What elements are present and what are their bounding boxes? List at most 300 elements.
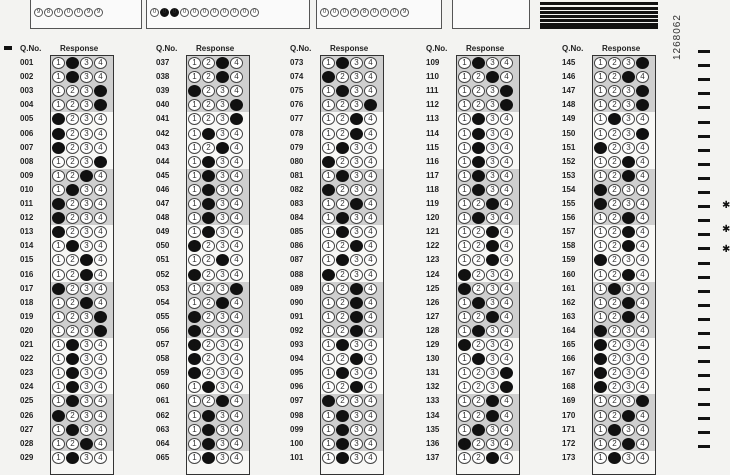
answer-bubble-1[interactable]: 1 (458, 269, 471, 281)
top-bubble[interactable]: 0 (230, 8, 239, 17)
answer-bubble-4[interactable]: 4 (364, 452, 377, 464)
answer-bubble-2[interactable]: 2 (202, 381, 215, 393)
top-bubble[interactable]: 0 (390, 8, 399, 17)
answer-bubble-4[interactable]: 4 (230, 226, 243, 238)
answer-bubble-1[interactable]: 1 (188, 424, 201, 436)
answer-bubble-2[interactable]: 2 (66, 283, 79, 295)
answer-bubble-2[interactable]: 2 (336, 71, 349, 83)
answer-bubble-2[interactable]: 2 (472, 57, 485, 69)
top-bubble[interactable]: 9 (34, 8, 43, 17)
answer-bubble-3[interactable]: 3 (216, 339, 229, 351)
answer-bubble-1[interactable]: 1 (458, 113, 471, 125)
top-bubble[interactable]: 9 (94, 8, 103, 17)
answer-bubble-2[interactable]: 2 (608, 184, 621, 196)
answer-bubble-3[interactable]: 3 (486, 269, 499, 281)
answer-bubble-2[interactable]: 2 (66, 198, 79, 210)
answer-bubble-4[interactable]: 4 (230, 198, 243, 210)
answer-bubble-2[interactable]: 2 (202, 339, 215, 351)
answer-bubble-3[interactable]: 3 (350, 71, 363, 83)
answer-bubble-4[interactable]: 4 (500, 339, 513, 351)
answer-bubble-1[interactable]: 1 (458, 128, 471, 140)
answer-bubble-2[interactable]: 2 (336, 113, 349, 125)
answer-bubble-3[interactable]: 3 (216, 85, 229, 97)
answer-bubble-4[interactable]: 4 (636, 297, 649, 309)
answer-bubble-4[interactable]: 4 (364, 212, 377, 224)
answer-bubble-2[interactable]: 2 (608, 71, 621, 83)
answer-bubble-2[interactable]: 2 (608, 142, 621, 154)
answer-bubble-1[interactable]: 1 (458, 142, 471, 154)
answer-bubble-4[interactable]: 4 (636, 269, 649, 281)
answer-bubble-4[interactable]: 4 (230, 184, 243, 196)
answer-bubble-2[interactable]: 2 (66, 254, 79, 266)
answer-bubble-2[interactable]: 2 (66, 142, 79, 154)
answer-bubble-3[interactable]: 3 (486, 381, 499, 393)
answer-bubble-2[interactable]: 2 (472, 410, 485, 422)
answer-bubble-2[interactable]: 2 (336, 198, 349, 210)
top-bubble[interactable]: 0 (74, 8, 83, 17)
answer-bubble-4[interactable]: 4 (230, 410, 243, 422)
answer-bubble-3[interactable]: 3 (216, 57, 229, 69)
top-bubble[interactable]: 9 (400, 8, 409, 17)
answer-bubble-3[interactable]: 3 (216, 113, 229, 125)
answer-bubble-1[interactable]: 1 (52, 142, 65, 154)
answer-bubble-4[interactable]: 4 (94, 85, 107, 97)
answer-bubble-1[interactable]: 1 (458, 438, 471, 450)
answer-bubble-3[interactable]: 3 (622, 57, 635, 69)
answer-bubble-4[interactable]: 4 (500, 311, 513, 323)
answer-bubble-3[interactable]: 3 (622, 71, 635, 83)
answer-bubble-1[interactable]: 1 (322, 367, 335, 379)
answer-bubble-3[interactable]: 3 (350, 297, 363, 309)
answer-bubble-3[interactable]: 3 (350, 438, 363, 450)
answer-bubble-3[interactable]: 3 (80, 57, 93, 69)
answer-bubble-3[interactable]: 3 (350, 142, 363, 154)
answer-bubble-1[interactable]: 1 (188, 156, 201, 168)
answer-bubble-2[interactable]: 2 (66, 240, 79, 252)
answer-bubble-2[interactable]: 2 (66, 226, 79, 238)
answer-bubble-3[interactable]: 3 (622, 339, 635, 351)
answer-bubble-3[interactable]: 3 (622, 254, 635, 266)
answer-bubble-2[interactable]: 2 (336, 240, 349, 252)
answer-bubble-2[interactable]: 2 (336, 381, 349, 393)
answer-bubble-2[interactable]: 2 (66, 212, 79, 224)
answer-bubble-4[interactable]: 4 (230, 353, 243, 365)
answer-bubble-3[interactable]: 3 (216, 311, 229, 323)
answer-bubble-4[interactable]: 4 (636, 128, 649, 140)
answer-bubble-2[interactable]: 2 (66, 410, 79, 422)
answer-bubble-4[interactable]: 4 (94, 212, 107, 224)
answer-bubble-2[interactable]: 2 (66, 99, 79, 111)
answer-bubble-1[interactable]: 1 (322, 452, 335, 464)
answer-bubble-1[interactable]: 1 (458, 424, 471, 436)
answer-bubble-4[interactable]: 4 (500, 170, 513, 182)
answer-bubble-2[interactable]: 2 (336, 424, 349, 436)
answer-bubble-1[interactable]: 1 (594, 170, 607, 182)
answer-bubble-1[interactable]: 1 (52, 71, 65, 83)
answer-bubble-4[interactable]: 4 (364, 269, 377, 281)
answer-bubble-3[interactable]: 3 (80, 254, 93, 266)
answer-bubble-1[interactable]: 1 (322, 339, 335, 351)
answer-bubble-3[interactable]: 3 (80, 128, 93, 140)
answer-bubble-1[interactable]: 1 (322, 184, 335, 196)
answer-bubble-1[interactable]: 1 (322, 297, 335, 309)
answer-bubble-4[interactable]: 4 (500, 410, 513, 422)
answer-bubble-4[interactable]: 4 (364, 381, 377, 393)
answer-bubble-1[interactable]: 1 (322, 99, 335, 111)
answer-bubble-3[interactable]: 3 (350, 57, 363, 69)
answer-bubble-4[interactable]: 4 (636, 240, 649, 252)
top-bubble[interactable]: 0 (160, 8, 169, 17)
answer-bubble-1[interactable]: 1 (188, 438, 201, 450)
answer-bubble-1[interactable]: 1 (458, 240, 471, 252)
answer-bubble-3[interactable]: 3 (80, 226, 93, 238)
answer-bubble-3[interactable]: 3 (216, 71, 229, 83)
answer-bubble-3[interactable]: 3 (486, 339, 499, 351)
answer-bubble-2[interactable]: 2 (66, 71, 79, 83)
answer-bubble-2[interactable]: 2 (202, 424, 215, 436)
answer-bubble-2[interactable]: 2 (608, 254, 621, 266)
answer-bubble-4[interactable]: 4 (636, 381, 649, 393)
answer-bubble-1[interactable]: 1 (188, 85, 201, 97)
answer-bubble-4[interactable]: 4 (500, 438, 513, 450)
answer-bubble-2[interactable]: 2 (66, 325, 79, 337)
answer-bubble-2[interactable]: 2 (336, 142, 349, 154)
answer-bubble-1[interactable]: 1 (188, 99, 201, 111)
answer-bubble-1[interactable]: 1 (594, 353, 607, 365)
answer-bubble-3[interactable]: 3 (80, 367, 93, 379)
answer-bubble-2[interactable]: 2 (202, 269, 215, 281)
answer-bubble-3[interactable]: 3 (216, 353, 229, 365)
answer-bubble-1[interactable]: 1 (594, 269, 607, 281)
answer-bubble-4[interactable]: 4 (636, 212, 649, 224)
answer-bubble-4[interactable]: 4 (364, 226, 377, 238)
answer-bubble-3[interactable]: 3 (622, 367, 635, 379)
answer-bubble-1[interactable]: 1 (594, 410, 607, 422)
answer-bubble-2[interactable]: 2 (472, 353, 485, 365)
answer-bubble-2[interactable]: 2 (202, 212, 215, 224)
answer-bubble-2[interactable]: 2 (472, 269, 485, 281)
answer-bubble-4[interactable]: 4 (364, 283, 377, 295)
answer-bubble-2[interactable]: 2 (336, 184, 349, 196)
answer-bubble-3[interactable]: 3 (486, 128, 499, 140)
answer-bubble-3[interactable]: 3 (80, 99, 93, 111)
answer-bubble-1[interactable]: 1 (458, 297, 471, 309)
answer-bubble-4[interactable]: 4 (94, 367, 107, 379)
answer-bubble-2[interactable]: 2 (66, 339, 79, 351)
answer-bubble-1[interactable]: 1 (188, 71, 201, 83)
answer-bubble-3[interactable]: 3 (486, 395, 499, 407)
answer-bubble-3[interactable]: 3 (216, 452, 229, 464)
answer-bubble-1[interactable]: 1 (322, 57, 335, 69)
answer-bubble-4[interactable]: 4 (636, 283, 649, 295)
answer-bubble-4[interactable]: 4 (364, 57, 377, 69)
answer-bubble-4[interactable]: 4 (500, 85, 513, 97)
answer-bubble-2[interactable]: 2 (472, 142, 485, 154)
answer-bubble-3[interactable]: 3 (486, 325, 499, 337)
answer-bubble-2[interactable]: 2 (202, 395, 215, 407)
answer-bubble-2[interactable]: 2 (608, 240, 621, 252)
answer-bubble-3[interactable]: 3 (486, 254, 499, 266)
answer-bubble-1[interactable]: 1 (52, 297, 65, 309)
answer-bubble-3[interactable]: 3 (216, 381, 229, 393)
top-bubble[interactable]: 0 (370, 8, 379, 17)
answer-bubble-4[interactable]: 4 (94, 142, 107, 154)
answer-bubble-1[interactable]: 1 (322, 395, 335, 407)
answer-bubble-4[interactable]: 4 (94, 226, 107, 238)
answer-bubble-2[interactable]: 2 (66, 452, 79, 464)
answer-bubble-3[interactable]: 3 (622, 452, 635, 464)
answer-bubble-2[interactable]: 2 (472, 367, 485, 379)
answer-bubble-2[interactable]: 2 (608, 367, 621, 379)
answer-bubble-4[interactable]: 4 (230, 424, 243, 436)
answer-bubble-3[interactable]: 3 (80, 438, 93, 450)
answer-bubble-4[interactable]: 4 (94, 71, 107, 83)
answer-bubble-2[interactable]: 2 (472, 283, 485, 295)
answer-bubble-1[interactable]: 1 (322, 128, 335, 140)
top-bubble[interactable]: 0 (170, 8, 179, 17)
answer-bubble-3[interactable]: 3 (486, 156, 499, 168)
answer-bubble-4[interactable]: 4 (500, 452, 513, 464)
answer-bubble-3[interactable]: 3 (622, 424, 635, 436)
answer-bubble-2[interactable]: 2 (336, 254, 349, 266)
answer-bubble-4[interactable]: 4 (364, 71, 377, 83)
answer-bubble-2[interactable]: 2 (336, 452, 349, 464)
answer-bubble-4[interactable]: 4 (94, 452, 107, 464)
answer-bubble-2[interactable]: 2 (336, 212, 349, 224)
answer-bubble-1[interactable]: 1 (52, 325, 65, 337)
answer-bubble-3[interactable]: 3 (80, 283, 93, 295)
answer-bubble-1[interactable]: 1 (52, 85, 65, 97)
answer-bubble-1[interactable]: 1 (322, 71, 335, 83)
answer-bubble-3[interactable]: 3 (80, 156, 93, 168)
answer-bubble-3[interactable]: 3 (622, 226, 635, 238)
answer-bubble-3[interactable]: 3 (486, 99, 499, 111)
answer-bubble-4[interactable]: 4 (636, 85, 649, 97)
answer-bubble-3[interactable]: 3 (350, 311, 363, 323)
answer-bubble-1[interactable]: 1 (458, 184, 471, 196)
answer-bubble-4[interactable]: 4 (636, 99, 649, 111)
answer-bubble-2[interactable]: 2 (202, 283, 215, 295)
answer-bubble-4[interactable]: 4 (500, 283, 513, 295)
answer-bubble-4[interactable]: 4 (636, 254, 649, 266)
answer-bubble-4[interactable]: 4 (364, 142, 377, 154)
answer-bubble-3[interactable]: 3 (216, 410, 229, 422)
answer-bubble-3[interactable]: 3 (80, 184, 93, 196)
answer-bubble-2[interactable]: 2 (472, 254, 485, 266)
answer-bubble-4[interactable]: 4 (364, 311, 377, 323)
answer-bubble-4[interactable]: 4 (94, 283, 107, 295)
answer-bubble-2[interactable]: 2 (202, 367, 215, 379)
answer-bubble-3[interactable]: 3 (216, 240, 229, 252)
answer-bubble-3[interactable]: 3 (350, 212, 363, 224)
answer-bubble-1[interactable]: 1 (188, 184, 201, 196)
answer-bubble-1[interactable]: 1 (594, 128, 607, 140)
answer-bubble-2[interactable]: 2 (336, 226, 349, 238)
top-bubble[interactable]: 0 (180, 8, 189, 17)
answer-bubble-2[interactable]: 2 (608, 452, 621, 464)
answer-bubble-3[interactable]: 3 (486, 452, 499, 464)
answer-bubble-1[interactable]: 1 (458, 283, 471, 295)
answer-bubble-1[interactable]: 1 (52, 452, 65, 464)
answer-bubble-4[interactable]: 4 (230, 395, 243, 407)
top-bubble[interactable]: 9 (350, 8, 359, 17)
answer-bubble-2[interactable]: 2 (472, 198, 485, 210)
answer-bubble-2[interactable]: 2 (66, 184, 79, 196)
answer-bubble-1[interactable]: 1 (458, 311, 471, 323)
answer-bubble-1[interactable]: 1 (594, 212, 607, 224)
answer-bubble-2[interactable]: 2 (66, 424, 79, 436)
answer-bubble-4[interactable]: 4 (636, 198, 649, 210)
answer-bubble-1[interactable]: 1 (458, 395, 471, 407)
answer-bubble-1[interactable]: 1 (188, 240, 201, 252)
answer-bubble-2[interactable]: 2 (472, 297, 485, 309)
answer-bubble-2[interactable]: 2 (66, 438, 79, 450)
answer-bubble-2[interactable]: 2 (608, 438, 621, 450)
answer-bubble-2[interactable]: 2 (608, 311, 621, 323)
answer-bubble-3[interactable]: 3 (80, 212, 93, 224)
answer-bubble-1[interactable]: 1 (322, 142, 335, 154)
answer-bubble-1[interactable]: 1 (52, 424, 65, 436)
answer-bubble-3[interactable]: 3 (350, 424, 363, 436)
answer-bubble-2[interactable]: 2 (336, 395, 349, 407)
answer-bubble-4[interactable]: 4 (364, 254, 377, 266)
answer-bubble-2[interactable]: 2 (472, 99, 485, 111)
answer-bubble-4[interactable]: 4 (636, 226, 649, 238)
answer-bubble-4[interactable]: 4 (500, 240, 513, 252)
answer-bubble-2[interactable]: 2 (472, 438, 485, 450)
answer-bubble-3[interactable]: 3 (486, 367, 499, 379)
answer-bubble-2[interactable]: 2 (472, 184, 485, 196)
answer-bubble-4[interactable]: 4 (636, 395, 649, 407)
top-bubble[interactable]: 0 (340, 8, 349, 17)
answer-bubble-1[interactable]: 1 (188, 297, 201, 309)
answer-bubble-1[interactable]: 1 (188, 325, 201, 337)
answer-bubble-1[interactable]: 1 (52, 395, 65, 407)
top-bubble[interactable]: 0 (64, 8, 73, 17)
answer-bubble-2[interactable]: 2 (66, 57, 79, 69)
answer-bubble-2[interactable]: 2 (66, 381, 79, 393)
answer-bubble-1[interactable]: 1 (52, 113, 65, 125)
answer-bubble-4[interactable]: 4 (364, 395, 377, 407)
answer-bubble-2[interactable]: 2 (202, 452, 215, 464)
answer-bubble-4[interactable]: 4 (94, 128, 107, 140)
answer-bubble-1[interactable]: 1 (52, 128, 65, 140)
answer-bubble-2[interactable]: 2 (336, 325, 349, 337)
answer-bubble-4[interactable]: 4 (94, 311, 107, 323)
answer-bubble-2[interactable]: 2 (608, 113, 621, 125)
answer-bubble-3[interactable]: 3 (80, 240, 93, 252)
answer-bubble-3[interactable]: 3 (216, 254, 229, 266)
answer-bubble-3[interactable]: 3 (216, 367, 229, 379)
answer-bubble-1[interactable]: 1 (52, 226, 65, 238)
answer-bubble-1[interactable]: 1 (322, 254, 335, 266)
answer-bubble-4[interactable]: 4 (636, 57, 649, 69)
answer-bubble-3[interactable]: 3 (216, 283, 229, 295)
answer-bubble-3[interactable]: 3 (622, 170, 635, 182)
answer-bubble-1[interactable]: 1 (322, 353, 335, 365)
answer-bubble-4[interactable]: 4 (230, 128, 243, 140)
answer-bubble-4[interactable]: 4 (364, 438, 377, 450)
answer-bubble-3[interactable]: 3 (486, 184, 499, 196)
answer-bubble-4[interactable]: 4 (364, 128, 377, 140)
answer-bubble-1[interactable]: 1 (322, 325, 335, 337)
answer-bubble-2[interactable]: 2 (336, 269, 349, 281)
answer-bubble-4[interactable]: 4 (636, 367, 649, 379)
answer-bubble-1[interactable]: 1 (52, 170, 65, 182)
answer-bubble-2[interactable]: 2 (608, 57, 621, 69)
answer-bubble-1[interactable]: 1 (188, 410, 201, 422)
answer-bubble-1[interactable]: 1 (594, 311, 607, 323)
answer-bubble-3[interactable]: 3 (622, 85, 635, 97)
answer-bubble-1[interactable]: 1 (52, 283, 65, 295)
answer-bubble-2[interactable]: 2 (608, 99, 621, 111)
answer-bubble-3[interactable]: 3 (350, 381, 363, 393)
answer-bubble-3[interactable]: 3 (80, 71, 93, 83)
answer-bubble-2[interactable]: 2 (66, 128, 79, 140)
answer-bubble-4[interactable]: 4 (230, 99, 243, 111)
answer-bubble-4[interactable]: 4 (230, 142, 243, 154)
answer-bubble-1[interactable]: 1 (188, 269, 201, 281)
answer-bubble-1[interactable]: 1 (52, 184, 65, 196)
answer-bubble-2[interactable]: 2 (336, 85, 349, 97)
answer-bubble-3[interactable]: 3 (622, 240, 635, 252)
answer-bubble-1[interactable]: 1 (594, 71, 607, 83)
answer-bubble-2[interactable]: 2 (66, 113, 79, 125)
answer-bubble-3[interactable]: 3 (80, 395, 93, 407)
answer-bubble-4[interactable]: 4 (94, 339, 107, 351)
answer-bubble-4[interactable]: 4 (230, 71, 243, 83)
answer-bubble-4[interactable]: 4 (364, 353, 377, 365)
answer-bubble-3[interactable]: 3 (216, 212, 229, 224)
top-bubble[interactable]: 0 (240, 8, 249, 17)
answer-bubble-4[interactable]: 4 (94, 198, 107, 210)
answer-bubble-1[interactable]: 1 (322, 85, 335, 97)
top-bubble[interactable]: 0 (200, 8, 209, 17)
answer-bubble-1[interactable]: 1 (458, 325, 471, 337)
answer-bubble-1[interactable]: 1 (594, 339, 607, 351)
answer-bubble-2[interactable]: 2 (608, 85, 621, 97)
answer-bubble-1[interactable]: 1 (188, 283, 201, 295)
answer-bubble-3[interactable]: 3 (350, 113, 363, 125)
answer-bubble-1[interactable]: 1 (594, 142, 607, 154)
answer-bubble-4[interactable]: 4 (230, 240, 243, 252)
answer-bubble-1[interactable]: 1 (458, 212, 471, 224)
answer-bubble-1[interactable]: 1 (188, 395, 201, 407)
answer-bubble-4[interactable]: 4 (636, 424, 649, 436)
answer-bubble-4[interactable]: 4 (94, 254, 107, 266)
answer-bubble-2[interactable]: 2 (336, 57, 349, 69)
answer-bubble-2[interactable]: 2 (472, 226, 485, 238)
answer-bubble-2[interactable]: 2 (202, 85, 215, 97)
answer-bubble-4[interactable]: 4 (94, 438, 107, 450)
answer-bubble-3[interactable]: 3 (216, 184, 229, 196)
answer-bubble-3[interactable]: 3 (216, 156, 229, 168)
answer-bubble-1[interactable]: 1 (594, 297, 607, 309)
answer-bubble-3[interactable]: 3 (486, 198, 499, 210)
answer-bubble-3[interactable]: 3 (350, 269, 363, 281)
answer-bubble-3[interactable]: 3 (80, 424, 93, 436)
answer-bubble-2[interactable]: 2 (472, 240, 485, 252)
answer-bubble-1[interactable]: 1 (52, 311, 65, 323)
answer-bubble-1[interactable]: 1 (52, 57, 65, 69)
answer-bubble-2[interactable]: 2 (608, 325, 621, 337)
answer-bubble-3[interactable]: 3 (350, 254, 363, 266)
answer-bubble-4[interactable]: 4 (94, 184, 107, 196)
answer-bubble-1[interactable]: 1 (52, 212, 65, 224)
answer-bubble-3[interactable]: 3 (622, 438, 635, 450)
answer-bubble-1[interactable]: 1 (458, 254, 471, 266)
answer-bubble-2[interactable]: 2 (472, 128, 485, 140)
